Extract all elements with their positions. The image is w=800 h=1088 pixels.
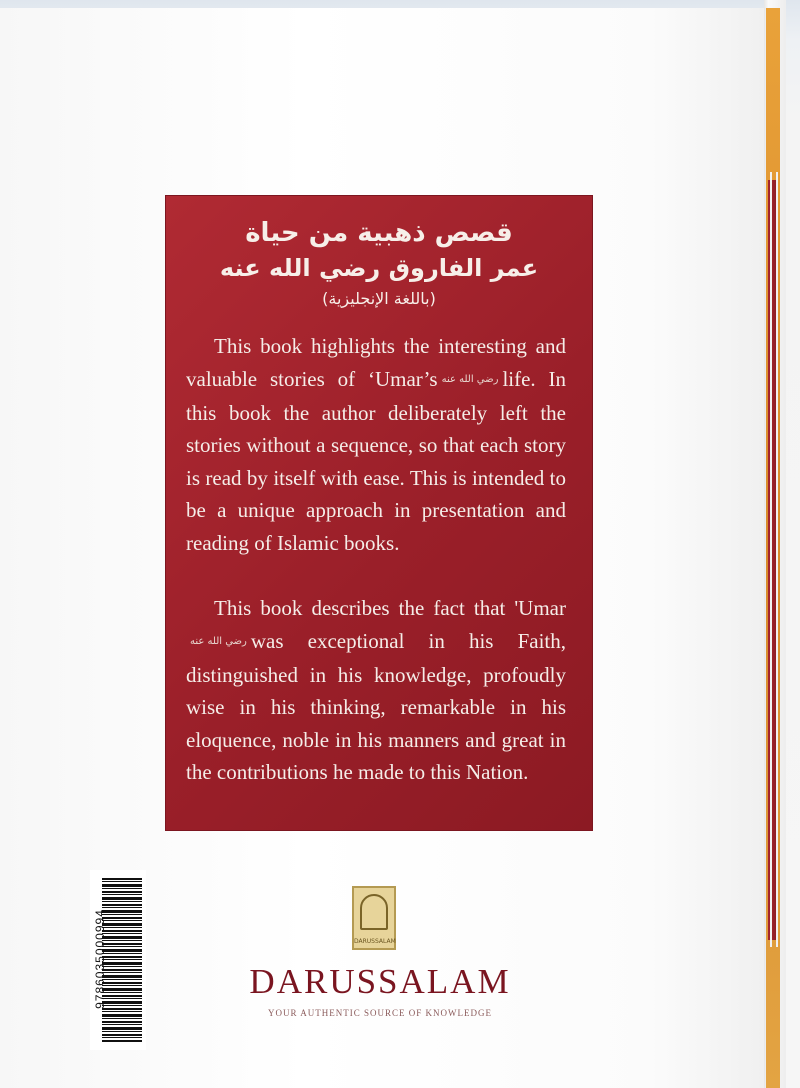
barcode-bars [102, 878, 142, 1042]
publisher-tagline: YOUR AUTHENTIC SOURCE OF KNOWLEDGE [268, 1008, 492, 1018]
description-paragraph-1 [186, 330, 566, 559]
arabic-title-line-3: (باللغة الإنجليزية) [322, 289, 436, 308]
arabic-title-line-1: قصص ذهبية من حياة [245, 218, 513, 248]
paragraph-1-text-b: life. In this book the author deliberately left the stories without a sequence, so that each story is read by itself with ease. This is intended to be a unique approach in presentation and reading of Islamic books. [186, 366, 567, 555]
publisher-logo-icon [352, 886, 396, 950]
description-paragraph-2 [186, 592, 566, 789]
honorific-glyph: رضي الله عنه [190, 636, 247, 648]
logo-arch-shape [360, 894, 388, 930]
barcode-number: 9786035000994 [93, 909, 107, 1009]
honorific-glyph: رضي الله عنه [441, 374, 499, 386]
paragraph-2-text-b: was exceptional in his Faith, distinguished in his knowledge, profoudly wise in his thinking, remarkable in his eloquence, noble in his manners and great in the contributions he made to this Nation. [186, 628, 566, 785]
paragraph-2-text-a: This book describes the fact that 'Umar [214, 596, 566, 620]
spine-white-border [770, 172, 778, 947]
logo-label: DARUSSALAM [354, 938, 396, 945]
publisher-name: DARUSSALAM [249, 962, 511, 1001]
paragraph-1-text-a: This book highlights the interesting and valuable stories of ‘Umar’s [186, 334, 566, 391]
description-panel [166, 196, 592, 830]
arabic-title-line-2: عمر الفاروق رضي الله عنه [219, 254, 539, 282]
isbn-barcode [90, 870, 146, 1050]
